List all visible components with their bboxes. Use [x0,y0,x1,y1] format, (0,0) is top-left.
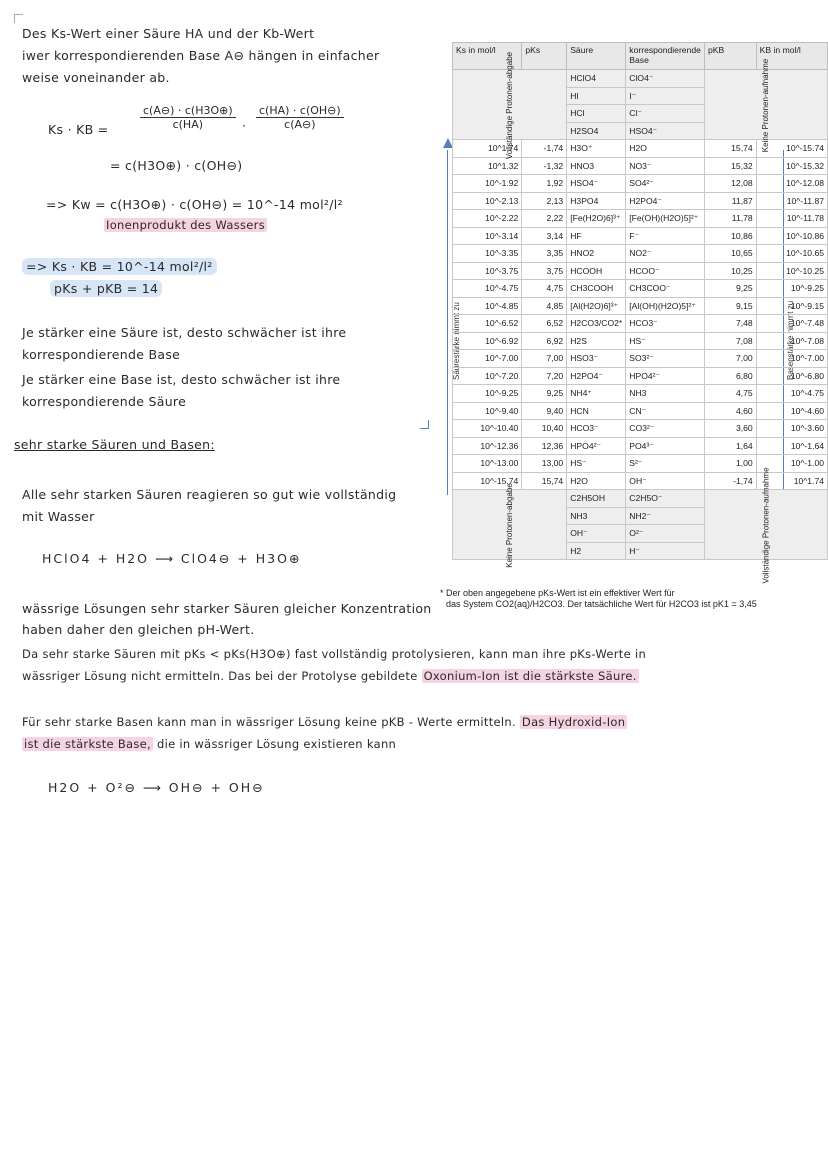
acid-cell: CH3COOH [567,280,626,298]
para5-text-2: die in wässriger Lösung existieren kann [153,737,397,751]
eq1-frac2-denominator: c(A⊖) [284,118,316,131]
reaction-2: H2O + O²⊖ ⟶ OH⊖ + OH⊖ [48,780,265,795]
table-row [453,490,828,508]
ks-cell: 10^-7.20 [453,367,522,385]
acid-cell: HSO4⁻ [567,175,626,193]
ks-cell: 10^-9.40 [453,402,522,420]
ks-cell: 10^1.32 [453,157,522,175]
table-row [453,332,828,350]
para5-line-1 [22,715,627,729]
kb-cell: 10^-4.60 [756,402,827,420]
base-cell: HCOO⁻ [626,262,705,280]
pks-cell: 10,40 [522,420,567,438]
table-row [453,455,828,473]
pkb-cell: 11,87 [704,192,756,210]
eq4a [22,259,217,274]
base-cell: HSO4⁻ [626,122,705,140]
pks-cell: 3,35 [522,245,567,263]
pks-cell: 3,75 [522,262,567,280]
acid-cell: HF [567,227,626,245]
pkb-cell: 9,25 [704,280,756,298]
eq3: => Kw = c(H3O⊕) · c(OH⊖) = 10^-14 mol²/l² [46,197,343,212]
acid-cell: HCN [567,402,626,420]
base-cell: ClO4⁻ [626,70,705,88]
bottom-left-label-cell [453,482,567,568]
ks-cell: 10^-2.13 [453,192,522,210]
pkb-cell: 3,60 [704,420,756,438]
table-row [453,315,828,333]
ks-cell: 10^-15.74 [453,472,522,490]
kb-cell: 10^-10.65 [756,245,827,263]
table-row [453,227,828,245]
ks-cell: 10^-2.22 [453,210,522,228]
kb-cell: 10^-6.80 [756,367,827,385]
table-row [453,385,828,403]
table-row [453,175,828,193]
pkb-cell: 7,08 [704,332,756,350]
bottom-left-label: Keine Protonen-abgabe [505,482,515,568]
eq1-frac1-numerator: c(A⊖) · c(H3O⊕) [140,104,236,118]
reaction-1: HClO4 + H2O ⟶ ClO4⊖ + H3O⊕ [42,551,302,566]
header-kb: KB in mol/l [756,43,827,70]
kb-cell: 10^-11.87 [756,192,827,210]
pks-cell: 4,85 [522,297,567,315]
acid-strength-label: Säurestärke nimmt zu [452,302,461,380]
para5-line-2 [22,737,396,751]
pks-cell: 2,13 [522,192,567,210]
base-cell: SO3²⁻ [626,350,705,368]
pkb-cell: 6,80 [704,367,756,385]
para3-line-1: wässrige Lösungen sehr starker Säuren gleicher Konzentration [22,601,432,616]
ks-cell: 10^-3.75 [453,262,522,280]
pks-cell: 7,20 [522,367,567,385]
eq4b-highlight: pKs + pKB = 14 [50,280,162,297]
base-cell: S²⁻ [626,455,705,473]
base-cell: CN⁻ [626,402,705,420]
ks-cell: 10^-6.52 [453,315,522,333]
section-heading: sehr starke Säuren und Basen: [14,437,215,452]
acid-cell: HSO3⁻ [567,350,626,368]
acid-cell: HNO3 [567,157,626,175]
base-cell: HCO3⁻ [626,315,705,333]
acid-cell: OH⁻ [567,525,626,543]
table-row [453,157,828,175]
kb-cell: 10^-9.25 [756,280,827,298]
kb-cell: 10^-7.00 [756,350,827,368]
base-cell: H⁻ [626,542,705,560]
base-cell: O²⁻ [626,525,705,543]
table-footnote [440,588,757,610]
ks-cell: 10^-7.00 [453,350,522,368]
acid-cell: NH3 [567,507,626,525]
kb-cell: 10^-15.74 [756,140,827,158]
table-row [453,210,828,228]
kb-cell: 10^1.74 [756,472,827,490]
table-row [453,420,828,438]
table-row [453,437,828,455]
acid-strength-arrow [447,150,448,495]
pks-cell: 13,00 [522,455,567,473]
eq4a-highlight: => Ks · KB = 10^-14 mol²/l² [22,258,217,275]
base-cell: PO4³⁻ [626,437,705,455]
base-cell: NH2⁻ [626,507,705,525]
ks-cell: 10^-3.14 [453,227,522,245]
pks-cell: -1,74 [522,140,567,158]
eq2: = c(H3O⊕) · c(OH⊖) [110,158,243,173]
pks-cell: 1,92 [522,175,567,193]
kb-cell: 10^-11.78 [756,210,827,228]
para4-line-2 [22,669,639,683]
base-cell: HS⁻ [626,332,705,350]
bottom-right-label: Vollständige Protonen-aufnahme [761,466,771,584]
acid-cell: H3O⁺ [567,140,626,158]
pkb-cell: 15,74 [704,140,756,158]
base-cell: NO2⁻ [626,245,705,263]
pkb-cell: 7,00 [704,350,756,368]
pkb-cell: 10,65 [704,245,756,263]
para4-highlight: Oxonium-Ion ist die stärkste Säure. [423,669,637,683]
pks-cell: 15,74 [522,472,567,490]
kb-cell: 10^-7.48 [756,315,827,333]
acid-cell: H2SO4 [567,122,626,140]
ks-cell: 10^-4.75 [453,280,522,298]
acid-cell: H2S [567,332,626,350]
intro-line-1: Des Ks-Wert einer Säure HA und der Kb-Wert [22,26,315,41]
base-cell: I⁻ [626,87,705,105]
base-cell: HPO4²⁻ [626,367,705,385]
base-cell: [Fe(OH)(H2O)5]²⁺ [626,210,705,228]
acid-cell: H2PO4⁻ [567,367,626,385]
pkb-cell: -1,74 [704,472,756,490]
ionenprodukt-label [104,218,267,232]
acid-cell: H3PO4 [567,192,626,210]
pkb-cell: 10,25 [704,262,756,280]
pkb-cell: 12,08 [704,175,756,193]
kb-cell: 10^-4.75 [756,385,827,403]
pkb-cell: 10,86 [704,227,756,245]
pks-cell: 3,14 [522,227,567,245]
table-main-body [453,140,828,490]
base-cell: SO4²⁻ [626,175,705,193]
eq1-fraction-1 [140,104,236,131]
acid-cell: H2O [567,472,626,490]
acid-cell: HI [567,87,626,105]
acid-cell: HPO4²⁻ [567,437,626,455]
base-cell: [Al(OH)(H2O)5]²⁺ [626,297,705,315]
ks-cell: 10^-3.35 [453,245,522,263]
kb-cell: 10^-9.15 [756,297,827,315]
acid-cell: H2CO3/CO2* [567,315,626,333]
para5-text: Für sehr starke Basen kann man in wässriger Lösung keine pKB - Werte ermitteln. [22,715,520,729]
acid-cell: HClO4 [567,70,626,88]
base-strength-label: Basenstärke nimmt zu [786,300,795,380]
kb-cell: 10^-1.00 [756,455,827,473]
intro-line-3: weise voneinander ab. [22,70,170,85]
header-pkb: pKB [704,43,756,70]
table-row [453,280,828,298]
ks-cell: 10^-4.85 [453,297,522,315]
kb-cell: 10^-1.64 [756,437,827,455]
base-cell: Cl⁻ [626,105,705,123]
header-ks: Ks in mol/l [453,43,522,70]
top-left-label: Vollständige Protonen-abgabe [505,51,515,159]
pkb-cell: 1,64 [704,437,756,455]
pks-cell: 9,25 [522,385,567,403]
eq1-fraction-2 [256,104,344,131]
pkb-cell: 1,00 [704,455,756,473]
eq4b [50,281,162,296]
acid-cell: HCO3⁻ [567,420,626,438]
header-acid: Säure [567,43,626,70]
ks-cell: 10^-1.92 [453,175,522,193]
table-row [453,402,828,420]
para4-line-1: Da sehr starke Säuren mit pKs < pKs(H3O⊕) fast vollständig protolysieren, kann man ihre pKs-Werte in [22,647,647,661]
ks-cell: 10^-9.25 [453,385,522,403]
acid-cell: HNO2 [567,245,626,263]
acid-cell: C2H5OH [567,490,626,508]
pks-cell: 2,22 [522,210,567,228]
kb-cell: 10^-10.86 [756,227,827,245]
acid-cell: NH4⁺ [567,385,626,403]
pkb-cell: 4,75 [704,385,756,403]
top-right-label: Keine Protonen-aufnahme [761,58,771,152]
acid-cell: H2 [567,542,626,560]
pks-cell: -1,32 [522,157,567,175]
table-row [453,192,828,210]
para3-line-2: haben daher den gleichen pH-Wert. [22,622,255,637]
para4-text: wässriger Lösung nicht ermitteln. Das bei der Protolyse gebildete [22,669,422,683]
ks-cell: 10^-10.40 [453,420,522,438]
base-cell: NH3 [626,385,705,403]
para2-line-2: mit Wasser [22,509,95,524]
base-cell: NO3⁻ [626,157,705,175]
eq1-left: Ks · KB = [48,122,109,137]
pkb-cell: 9,15 [704,297,756,315]
pks-cell: 6,52 [522,315,567,333]
base-cell: C2H5O⁻ [626,490,705,508]
base-cell: H2O [626,140,705,158]
para1-line-3: Je stärker eine Base ist, desto schwächer ist ihre [22,372,341,387]
pks-cell: 7,00 [522,350,567,368]
base-cell: CH3COO⁻ [626,280,705,298]
acid-cell: HCOOH [567,262,626,280]
table-row [453,262,828,280]
corner-mark [14,14,23,23]
para1-line-2: korrespondierende Base [22,347,181,362]
header-base: korrespondierende Base [626,43,705,70]
para1-line-4: korrespondierende Säure [22,394,187,409]
para2-line-1: Alle sehr starken Säuren reagieren so gut wie vollständig [22,487,397,502]
base-cell: F⁻ [626,227,705,245]
para5-highlight-2: ist die stärkste Base, [24,737,152,751]
pkb-cell: 7,48 [704,315,756,333]
kb-cell: 10^-3.60 [756,420,827,438]
kb-cell: 10^-7.08 [756,332,827,350]
eq1-frac1-denominator: c(HA) [172,118,204,131]
pks-cell: 4,75 [522,280,567,298]
base-cell: H2PO4⁻ [626,192,705,210]
kb-cell: 10^-12.08 [756,175,827,193]
acid-base-table [452,42,828,584]
table-row [453,245,828,263]
pks-cell: 9,40 [522,402,567,420]
table-row [453,367,828,385]
pkb-cell: 11,78 [704,210,756,228]
pks-cell: 6,92 [522,332,567,350]
bracket-mark [420,420,429,429]
footnote-line-1: * Der oben angegebene pKs-Wert ist ein effektiver Wert für [440,588,675,598]
kb-cell: 10^-15.32 [756,157,827,175]
kb-cell: 10^-10.25 [756,262,827,280]
table-row [453,297,828,315]
acid-cell: [Fe(H2O)6]³⁺ [567,210,626,228]
acid-cell: HS⁻ [567,455,626,473]
ks-cell: 10^-12.36 [453,437,522,455]
intro-line-2: iwer korrespondierenden Base A⊖ hängen in einfacher [22,48,380,63]
eq1-dot: · [242,118,247,133]
base-cell: OH⁻ [626,472,705,490]
ionenprodukt-highlight: Ionenprodukt des Wassers [106,218,265,232]
acid-cell: HCl [567,105,626,123]
ks-cell: 10^1.74 [453,140,522,158]
acid-cell: [Al(H2O)6]³⁺ [567,297,626,315]
para5-highlight-1: Das Hydroxid-Ion [521,715,626,729]
para1-line-1: Je stärker eine Säure ist, desto schwächer ist ihre [22,325,347,340]
table-row [453,350,828,368]
base-cell: CO3²⁻ [626,420,705,438]
ks-cell: 10^-13.00 [453,455,522,473]
pkb-cell: 4,60 [704,402,756,420]
table-row [453,70,828,88]
pkb-cell: 15,32 [704,157,756,175]
footnote-line-2: das System CO2(aq)/H2CO3. Der tatsächliche Wert für H2CO3 ist pK1 = 3,45 [446,599,757,609]
ks-cell: 10^-6.92 [453,332,522,350]
eq1-frac2-numerator: c(HA) · c(OH⊖) [256,104,344,118]
header-pks: pKs [522,43,567,70]
pks-cell: 12,36 [522,437,567,455]
